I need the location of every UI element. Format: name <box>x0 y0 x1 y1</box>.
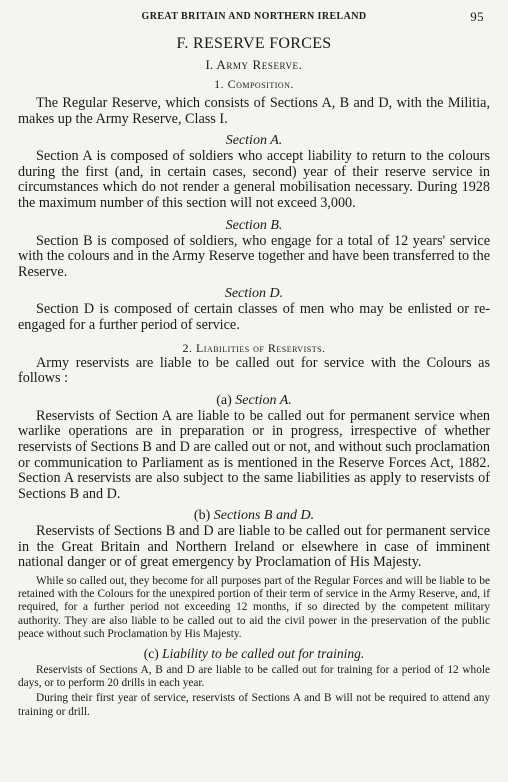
part-heading: F. RESERVE FORCES <box>176 35 332 52</box>
subsection-c-heading <box>18 646 490 662</box>
subsection-a-label: (a) <box>216 392 232 408</box>
chapter-number: I. <box>205 57 214 72</box>
subsection-b-title: Sections B and D. <box>213 508 315 524</box>
subsection-c-label: (c) <box>143 646 159 662</box>
subsection-c-text-1: Reservists of Sections A, B and D are liable to be called out for training for a period of 12 whole days, or to perform 20 drills in each year. <box>18 664 490 690</box>
section-1-heading: 1. Composition. <box>214 77 294 91</box>
subsection-b-label: (b) <box>193 508 211 524</box>
page-number: 95 <box>470 9 484 24</box>
running-head <box>18 8 490 26</box>
composition-intro: The Regular Reserve, which consists of Sections A, B and D, with the Militia, makes up the Army Reserve, Class I. <box>18 95 490 127</box>
section-b-text: Section B is composed of soldiers, who engage for a total of 12 years' service with the colours and in the Army Reserve together and have been transferred to the Reserve. <box>18 232 490 280</box>
section-d-heading: Section D. <box>224 286 284 302</box>
section-b-heading: Section B. <box>225 217 283 233</box>
subsection-c-text-2: During their first year of service, reservists of Sections A and B will not be required to attend any training or drill. <box>18 692 490 718</box>
chapter-title: Army Reserve. <box>216 57 303 72</box>
subsection-b-text: Reservists of Sections B and D are liable to be called out for permanent service in the Great Britain and Northern Ireland or elsewhere in case of imminent national danger or of great emergency by Proclamation of His Majesty. <box>18 523 490 571</box>
chapter-heading <box>18 56 490 73</box>
subsection-b-note: While so called out, they become for all purposes part of the Regular Forces and will be liable to be retained with the Colours for the unexpired portion of their term of service in the Army Reserve, and, if required, for a further period not exceeding 12 months, if so directed by the competent military authority. They are also liable to be called out to aid the civil power in the preservation of the public peace without such Proclamation by His Majesty. <box>18 575 490 640</box>
running-head-title: GREAT BRITAIN AND NORTHERN IRELAND <box>141 11 367 22</box>
subsection-a-title: Section A. <box>235 392 292 408</box>
subsection-c-title: Liability to be called out for training. <box>162 646 365 662</box>
section-2-heading: 2. Liabilities of Reservists. <box>182 340 326 355</box>
subsection-a-heading <box>18 392 490 409</box>
subsection-b-heading <box>18 507 490 524</box>
liabilities-intro: Army reservists are liable to be called out for service with the Colours as follows : <box>18 354 490 387</box>
section-a-text: Section A is composed of soldiers who accept liability to return to the colours during the first (and, in certain cases, second) year of their reserve service in circumstances which do not render a general mobilisation necessary. During 1928 the maximum number of this section will not exceed 3,000. <box>18 148 490 211</box>
section-d-text: Section D is composed of certain classes of men who may be enlisted or re-engaged for a further period of service. <box>18 301 490 333</box>
section-a-heading: Section A. <box>225 133 283 149</box>
subsection-a-text: Reservists of Section A are liable to be called out for permanent service when warlike operations are in preparation or in progress, irrespective of whether reservists of Sections B and D are called out or not, and without such proclamation or communication to Parliament as is mentioned in the Reserve Forces Act, 1882. Section A reservists are also subject to the same liabilities as apply to reservists of Sections B and D. <box>18 407 490 502</box>
